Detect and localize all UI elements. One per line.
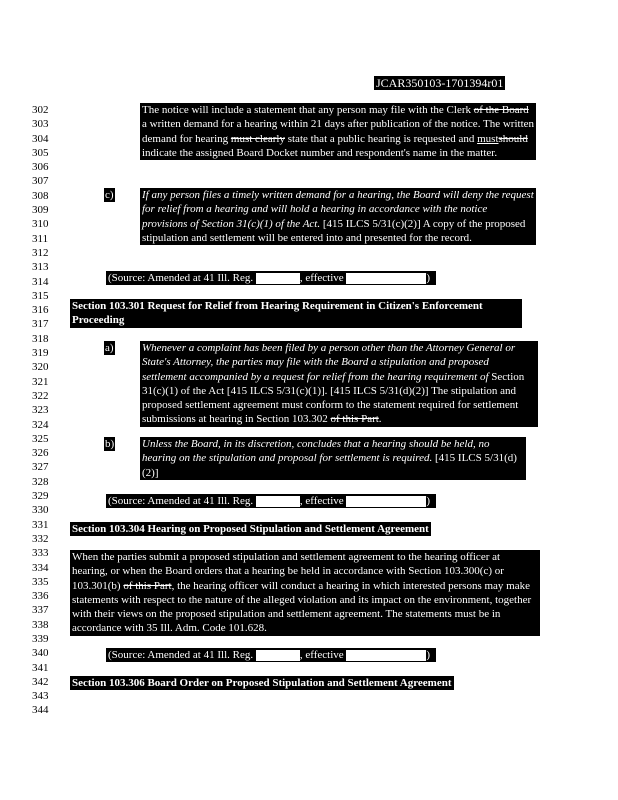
text: The notice will include a statement that any person may file with the Clerk [142, 104, 474, 116]
line-number: 312 [32, 246, 49, 259]
line-number: 326 [32, 447, 49, 460]
hearing-paragraph: When the parties submit a proposed stipulation and settlement agreement to the hearing officer at hearing, or when the Board orders that a hearing be held in accordance with Section 103.300(c) or 103.301(b) of this Part, the hearing officer will conduct a hearing in which interested persons may make statements with respect to the nature of the alleged violation and its impact on the environment, together with their views on the proposed stipulation and settlement agreement. The statements must be in accordance with 35 Ill. Adm. Code 101.628. [70, 550, 540, 636]
text: [415 ILCS 5/31(c)(2)] A copy of the proposed stipulation and settlement will be entered into and presented for the record. [142, 217, 526, 244]
item-c-paragraph [140, 188, 536, 245]
line-number: 328 [32, 475, 49, 488]
line-number: 333 [32, 547, 49, 560]
line-number: 336 [32, 590, 49, 603]
line-number: 338 [32, 618, 49, 631]
line-number: 302 [32, 104, 49, 116]
line-number: 341 [32, 661, 49, 674]
line-number: 315 [32, 289, 49, 302]
statutory-text: If any person files a timely written demand for a hearing, the Board will deny the request for relief from a hearing and will hold a hearing in accordance with the notice provisions of Section 31(c)(1) of the Act. [142, 189, 534, 230]
line-number: 330 [32, 504, 49, 517]
source-note-3: (Source: Amended at 41 Ill. Reg. , effective ) [106, 648, 436, 662]
line-number: 339 [32, 632, 49, 645]
line-number: 318 [32, 332, 49, 345]
line-number: 337 [32, 604, 49, 617]
line-number: 320 [32, 361, 49, 374]
deleted-text: should [498, 132, 528, 145]
line-number: 317 [32, 318, 49, 331]
deleted-text: must clearly [230, 132, 285, 145]
line-number: 309 [32, 204, 49, 217]
source-note-2: (Source: Amended at 41 Ill. Reg. , effective ) [106, 494, 436, 508]
text: indicate the assigned Board Docket number and respondent's name in the matter. [142, 146, 498, 159]
line-number: 305 [32, 146, 49, 159]
line-number: 303 [32, 118, 49, 131]
section-103-306-heading: Section 103.306 Board Order on Proposed Stipulation and Settlement Agreement [72, 677, 452, 689]
text: a written demand for a hearing within 21 days after publication of the notice. The written demand for hearing [142, 118, 535, 145]
line-number: 321 [32, 375, 49, 388]
line-number: 308 [32, 189, 49, 202]
line-number: 316 [32, 304, 49, 317]
item-b-paragraph [140, 437, 526, 480]
item-b-label: b) [105, 438, 115, 450]
line-number: 340 [32, 647, 49, 660]
statutory-text: Whenever a complaint has been filed by a person other than the Attorney General or State's Attorney, the parties may file with the Board a stipulation and proposed settlement accompanied by a request for relief from the hearing requirement of [142, 342, 516, 383]
section-103-301-heading: Section 103.301 Request for Relief from Hearing Requirement in Citizen's Enforcement Proceeding [70, 299, 522, 328]
document-code: JCAR350103-1701394r01 [376, 76, 504, 90]
line-numbers [32, 103, 54, 718]
text: Section 31(c)(1) of the Act [415 ILCS 5/31(c)(1)]. [415 ILCS 5/31(d)(2)] The stipulation and proposed settlement agreement must conform to the statement required for settlement submissions at hearing in Section 103.302 [142, 370, 525, 426]
line-number: 342 [32, 675, 49, 688]
line-number: 343 [32, 690, 49, 703]
line-number: 306 [32, 161, 49, 174]
line-number: 322 [32, 389, 49, 402]
line-number: 327 [32, 461, 49, 474]
line-number: 335 [32, 575, 49, 588]
line-number: 323 [32, 404, 49, 417]
line-number: 314 [32, 275, 49, 288]
line-number: 311 [32, 232, 49, 245]
line-number: 319 [32, 347, 49, 360]
line-number: 329 [32, 490, 49, 503]
line-number: 304 [32, 132, 49, 145]
line-number: 325 [32, 432, 49, 445]
text: [415 ILCS 5/31(d)(2)] [142, 452, 517, 479]
line-number: 313 [32, 261, 49, 274]
line-number: 324 [32, 418, 49, 431]
line-number: 334 [32, 561, 49, 574]
section-103-304-heading: Section 103.304 Hearing on Proposed Stipulation and Settlement Agreement [72, 523, 429, 535]
source-note-1: (Source: Amended at 41 Ill. Reg. , effective ) [106, 271, 436, 285]
line-number: 310 [32, 218, 49, 231]
deleted-text: of this Part [123, 579, 172, 592]
line-number: 332 [32, 532, 49, 545]
statutory-text: Unless the Board, in its discretion, concludes that a hearing should be held, no hearing on the stipulation and proposal for settlement is required. [142, 438, 490, 465]
text: state that a public hearing is requested and [284, 132, 478, 145]
inserted-text: must [477, 132, 499, 145]
deleted-text: of this Part [330, 413, 379, 426]
item-c-label: c) [105, 189, 114, 201]
deleted-text: of the Board [473, 104, 529, 116]
line-number: 331 [32, 518, 49, 531]
notice-paragraph [140, 103, 536, 160]
line-number: 307 [32, 175, 49, 188]
line-number: 344 [32, 704, 49, 717]
item-a-paragraph: Whenever a complaint has been filed by a person other than the Attorney General or State's Attorney, the parties may file with the Board a stipulation and proposed settlement accompanied by a request for relief from the hearing requirement of Section 31(c)(1) of the Act [415 ILCS 5/31(c)(1)]. [415 ILCS 5/31(d)(2)] The stipulation and proposed settlement agreement must conform to the statement required for settlement submissions at hearing in Section 103.302 of this Part. [140, 341, 538, 427]
item-a-label: a) [105, 342, 114, 354]
